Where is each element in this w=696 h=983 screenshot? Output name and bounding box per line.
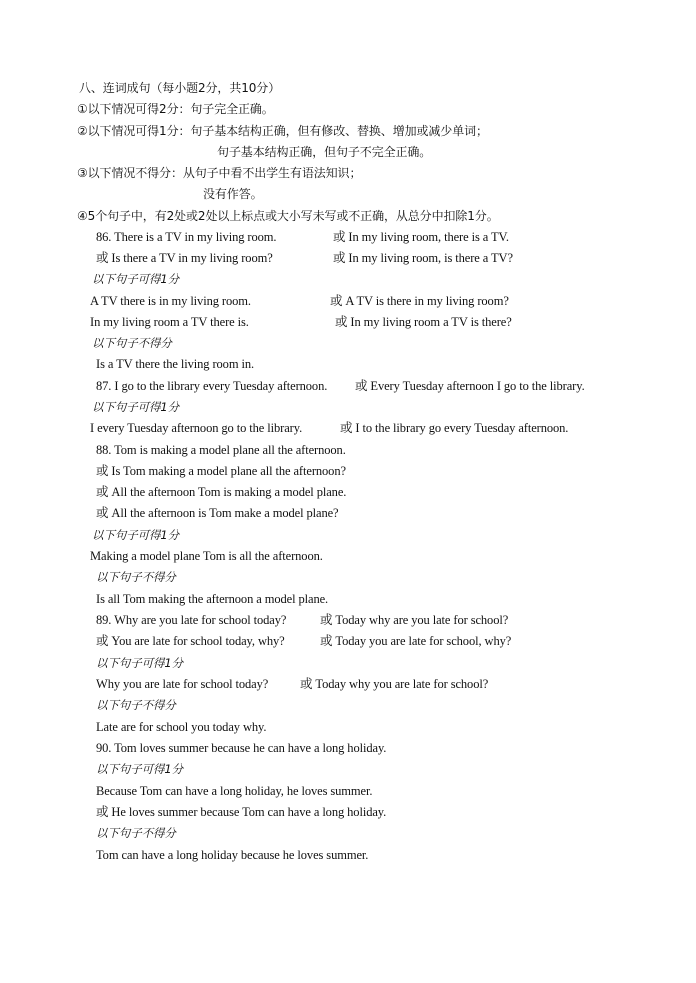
rule-1: ①以下情况可得2分：句子完全正确。 [77,102,274,116]
q90-partial-heading: 以下句子可得1分 [96,762,184,776]
q89-alt-3: 或 Today you are late for school, why? [320,634,512,648]
q86-alt-3: 或 In my living room, is there a TV? [333,251,513,265]
q87-partial-2: 或 I to the library go every Tuesday afternoon. [340,421,569,435]
q87-partial-heading: 以下句子可得1分 [92,400,180,414]
q88-zero-heading: 以下句子不得分 [96,570,176,584]
q88-alt-2: 或 All the afternoon Tom is making a model plane. [96,485,347,499]
q86-alt-1: 或 In my living room, there is a TV. [333,230,509,244]
rule-2: ②以下情况可得1分：句子基本结构正确，但有修改、替换、增加或减少单词； [77,124,488,138]
q90-partial-2: 或 He loves summer because Tom can have a long holiday. [96,805,387,819]
q90-answer: 90. Tom loves summer because he can have a long holiday. [96,741,387,755]
q88-partial-heading: 以下句子可得1分 [92,528,180,542]
q89-zero-1: Late are for school you today why. [96,720,267,734]
q90-zero-1: Tom can have a long holiday because he loves summer. [96,848,369,862]
q86-partial-1: A TV there is in my living room. [90,294,251,308]
q86-answer: 86. There is a TV in my living room. [96,230,277,244]
section-title: 八、连词成句（每小题2分，共10分） [79,81,281,95]
q89-alt-2: 或 You are late for school today, why? [96,634,285,648]
q86-alt-2: 或 Is there a TV in my living room? [96,251,273,265]
q90-partial-1: Because Tom can have a long holiday, he loves summer. [96,784,373,798]
q86-zero-heading: 以下句子不得分 [92,336,172,350]
q89-answer: 89. Why are you late for school today? [96,613,287,627]
rule-2-cont: 句子基本结构正确，但句子不完全正确。 [217,145,432,159]
q89-alt-1: 或 Today why are you late for school? [320,613,509,627]
q87-alt-1: 或 Every Tuesday afternoon I go to the library. [355,379,585,393]
q89-partial-heading: 以下句子可得1分 [96,656,184,670]
q88-zero-1: Is all Tom making the afternoon a model plane. [96,592,329,606]
q86-partial-2: 或 A TV is there in my living room? [330,294,509,308]
q89-partial-2: 或 Today why you are late for school? [300,677,489,691]
q86-partial-heading: 以下句子可得1分 [92,272,180,286]
rule-3-cont: 没有作答。 [203,187,263,201]
q90-zero-heading: 以下句子不得分 [96,826,176,840]
q86-partial-3: In my living room a TV there is. [90,315,249,329]
q87-partial-1: I every Tuesday afternoon go to the library. [90,421,303,435]
rule-3: ③以下情况不得分：从句子中看不出学生有语法知识； [77,166,362,180]
rule-4: ④5个句子中，有2处或2处以上标点或大小写未写或不正确，从总分中扣除1分。 [77,209,499,223]
q89-zero-heading: 以下句子不得分 [96,698,176,712]
q88-alt-3: 或 All the afternoon is Tom make a model plane? [96,506,339,520]
q88-alt-1: 或 Is Tom making a model plane all the afternoon? [96,464,346,478]
q86-partial-4: 或 In my living room a TV is there? [335,315,512,329]
q87-answer: 87. I go to the library every Tuesday afternoon. [96,379,328,393]
q86-zero-1: Is a TV there the living room in. [96,357,255,371]
q89-partial-1: Why you are late for school today? [96,677,269,691]
q88-answer: 88. Tom is making a model plane all the afternoon. [96,443,346,457]
q88-partial-1: Making a model plane Tom is all the afternoon. [90,549,323,563]
